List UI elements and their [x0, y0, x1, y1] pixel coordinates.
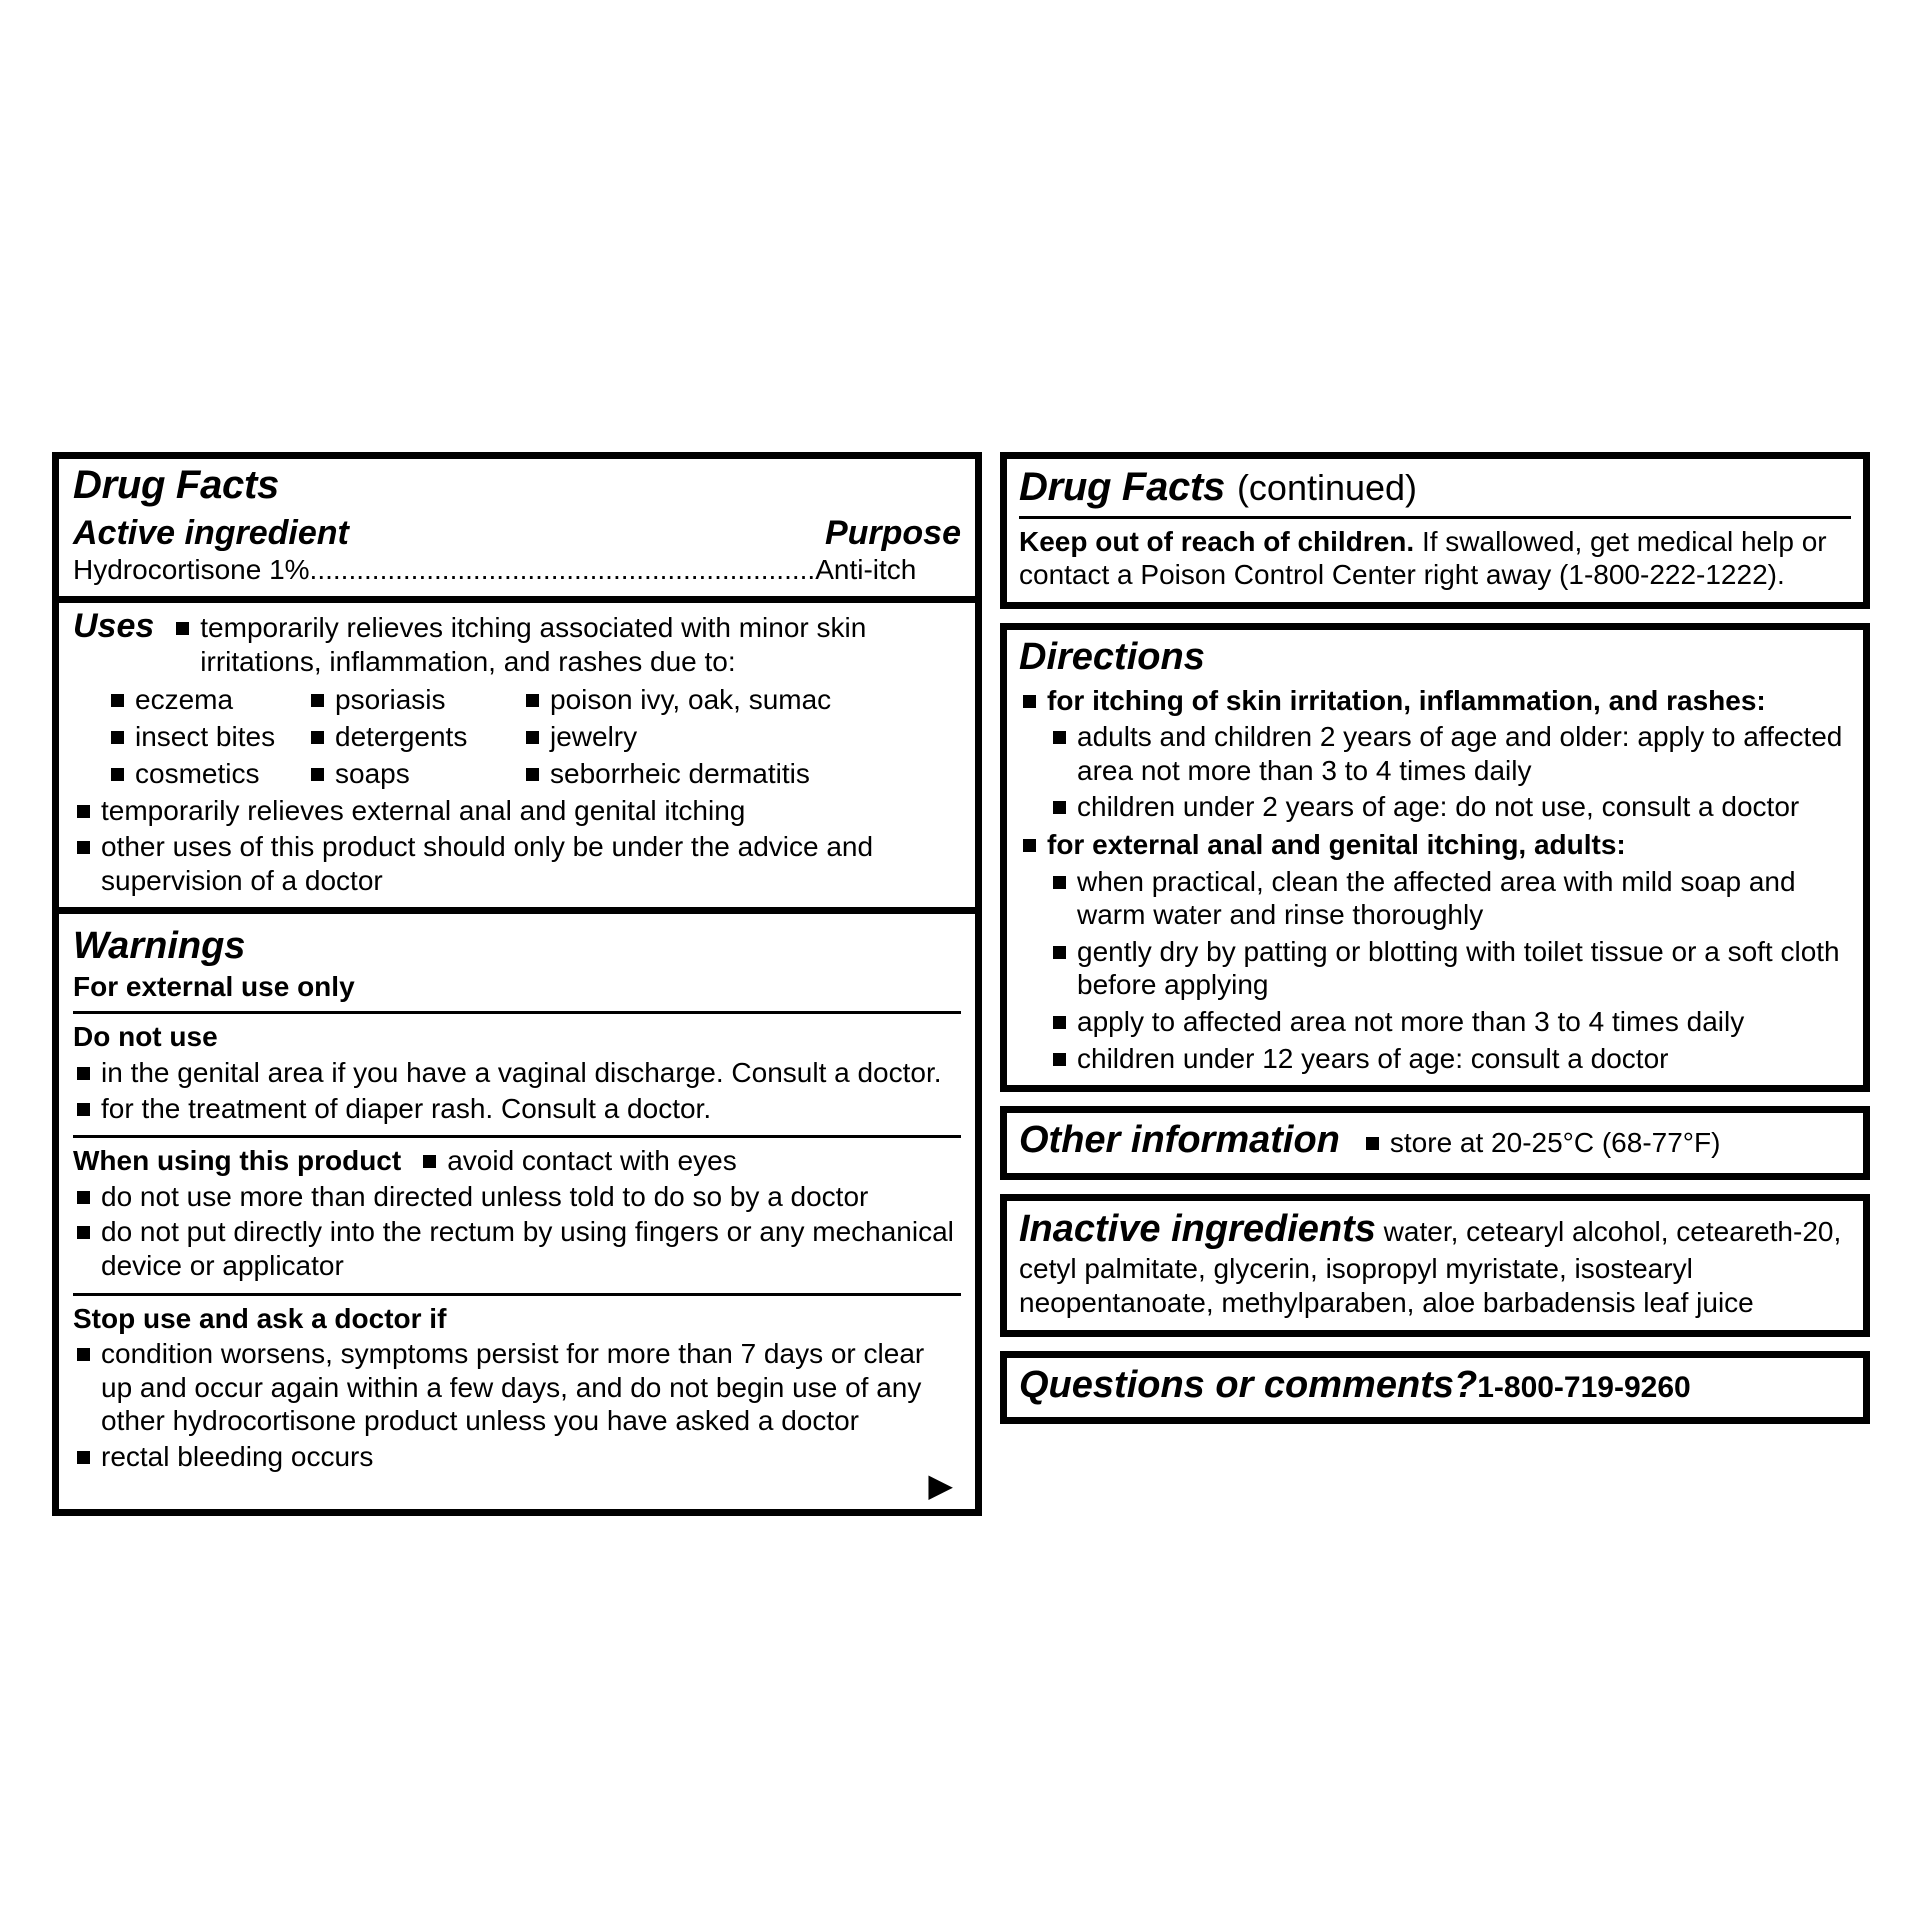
uses-grid-item: eczema — [107, 681, 307, 718]
right-header-row — [1019, 465, 1851, 510]
directions-item: when practical, clean the affected area with mild soap and warm water and rinse thoroughly — [1049, 865, 1851, 932]
active-ingredient-line: Hydrocortisone 1%.................................................................Anti-itch — [73, 553, 917, 585]
stop-use-list — [73, 1337, 961, 1473]
uses-lead-text: temporarily relieves itching associated with minor skin irritations, inflammation, and rashes due to: — [172, 611, 961, 678]
list-item: do not put directly into the rectum by using fingers or any mechanical device or applicator — [73, 1215, 961, 1282]
left-header-section — [59, 459, 975, 603]
inactive-ingredients-block — [1000, 1194, 1870, 1337]
inactive-ingredients-text: water, cetearyl alcohol, ceteareth-20, cetyl palmitate, glycerin, isopropyl myristate, isostearyl neopentanoate, methylparaben, aloe barbadensis leaf juice — [1019, 1215, 1842, 1319]
list-item: other uses of this product should only be under the advice and supervision of a doctor — [73, 830, 961, 897]
directions-block — [1000, 623, 1870, 1092]
keep-out-text-row — [1019, 525, 1851, 592]
inactive-ingredients-row — [1019, 1207, 1851, 1320]
drug-facts-continued-title: Drug Facts — [1019, 465, 1225, 509]
directions-group-label: for external anal and genital itching, adults: — [1019, 828, 1851, 862]
drug-facts-panel-left — [52, 452, 982, 1516]
stop-use-label: Stop use and ask a doctor if — [73, 1302, 447, 1334]
directions-item: gently dry by patting or blotting with toilet tissue or a soft cloth before applying — [1049, 935, 1851, 1002]
list-item: rectal bleeding occurs — [73, 1440, 961, 1474]
uses-title: Uses — [73, 607, 155, 646]
uses-grid-item: jewelry — [522, 718, 961, 755]
questions-row — [1019, 1364, 1851, 1407]
do-not-use-label: Do not use — [73, 1021, 218, 1053]
uses-grid-item: cosmetics — [107, 755, 307, 792]
when-using-label: When using this product — [73, 1145, 402, 1177]
list-item: for the treatment of diaper rash. Consult a doctor. — [73, 1092, 961, 1126]
uses-grid-item: insect bites — [107, 718, 307, 755]
list-item: temporarily relieves external anal and genital itching — [73, 794, 961, 828]
directions-item: children under 2 years of age: do not use, consult a doctor — [1049, 790, 1851, 824]
directions-item: apply to affected area not more than 3 to 4 times daily — [1049, 1005, 1851, 1039]
other-information-row — [1019, 1119, 1851, 1163]
uses-grid-item: poison ivy, oak, sumac — [522, 681, 961, 718]
uses-grid-item: psoriasis — [307, 681, 522, 718]
when-using-heading-row — [73, 1144, 961, 1178]
panels-container — [52, 452, 1870, 1516]
purpose-label: Purpose — [824, 513, 961, 552]
do-not-use-list — [73, 1056, 961, 1125]
uses-grid-item: detergents — [307, 718, 522, 755]
warnings-title: Warnings — [73, 925, 246, 968]
when-using-inline-item: avoid contact with eyes — [419, 1144, 737, 1178]
continued-label: (continued) — [1236, 467, 1418, 508]
other-information-title: Other information — [1019, 1119, 1340, 1162]
list-item: in the genital area if you have a vaginal discharge. Consult a doctor. — [73, 1056, 961, 1090]
keep-out-label: Keep out of reach of children. — [1019, 525, 1415, 557]
uses-grid-item: seborrheic dermatitis — [522, 755, 961, 792]
other-information-item: store at 20-25°C (68-77°F) — [1362, 1126, 1721, 1160]
continued-arrow-icon: ▶ — [928, 1467, 953, 1504]
directions-title: Directions — [1019, 635, 1205, 678]
uses-grid-item: soaps — [307, 755, 522, 792]
uses-bullet-list — [73, 794, 961, 897]
list-item: condition worsens, symptoms persist for more than 7 days or clear up and occur again within a few days, and do not begin use of any other hydrocortisone product unless you have asked a doctor — [73, 1337, 961, 1438]
active-ingredient-label: Active ingredient — [73, 513, 349, 552]
directions-group-label: for itching of skin irritation, inflammation, and rashes: — [1019, 684, 1851, 718]
when-using-list — [73, 1180, 961, 1283]
list-item: do not use more than directed unless told to do so by a doctor — [73, 1180, 961, 1214]
uses-section — [59, 603, 975, 914]
questions-title: Questions or comments? — [1019, 1363, 1478, 1406]
drug-facts-panel-right — [1000, 452, 1870, 1438]
uses-heading-row — [73, 607, 961, 678]
keep-out-text: If swallowed, get medical help or contact a Poison Control Center right away (1-800-222-1222). — [1019, 525, 1827, 591]
uses-grid — [107, 681, 961, 793]
other-information-block — [1000, 1106, 1870, 1180]
drug-facts-title: Drug Facts — [73, 463, 279, 507]
directions-item: children under 12 years of age: consult a doctor — [1049, 1042, 1851, 1076]
directions-item: adults and children 2 years of age and older: apply to affected area not more than 3 to 4 times daily — [1049, 720, 1851, 787]
inactive-ingredients-title: Inactive ingredients — [1019, 1207, 1376, 1250]
questions-phone[interactable]: 1-800-719-9260 — [1477, 1370, 1691, 1404]
keep-out-block — [1000, 452, 1870, 609]
active-purpose-row — [73, 514, 961, 553]
questions-block — [1000, 1351, 1870, 1424]
external-use-only-text: For external use only — [73, 970, 355, 1002]
warnings-section — [59, 914, 975, 1509]
